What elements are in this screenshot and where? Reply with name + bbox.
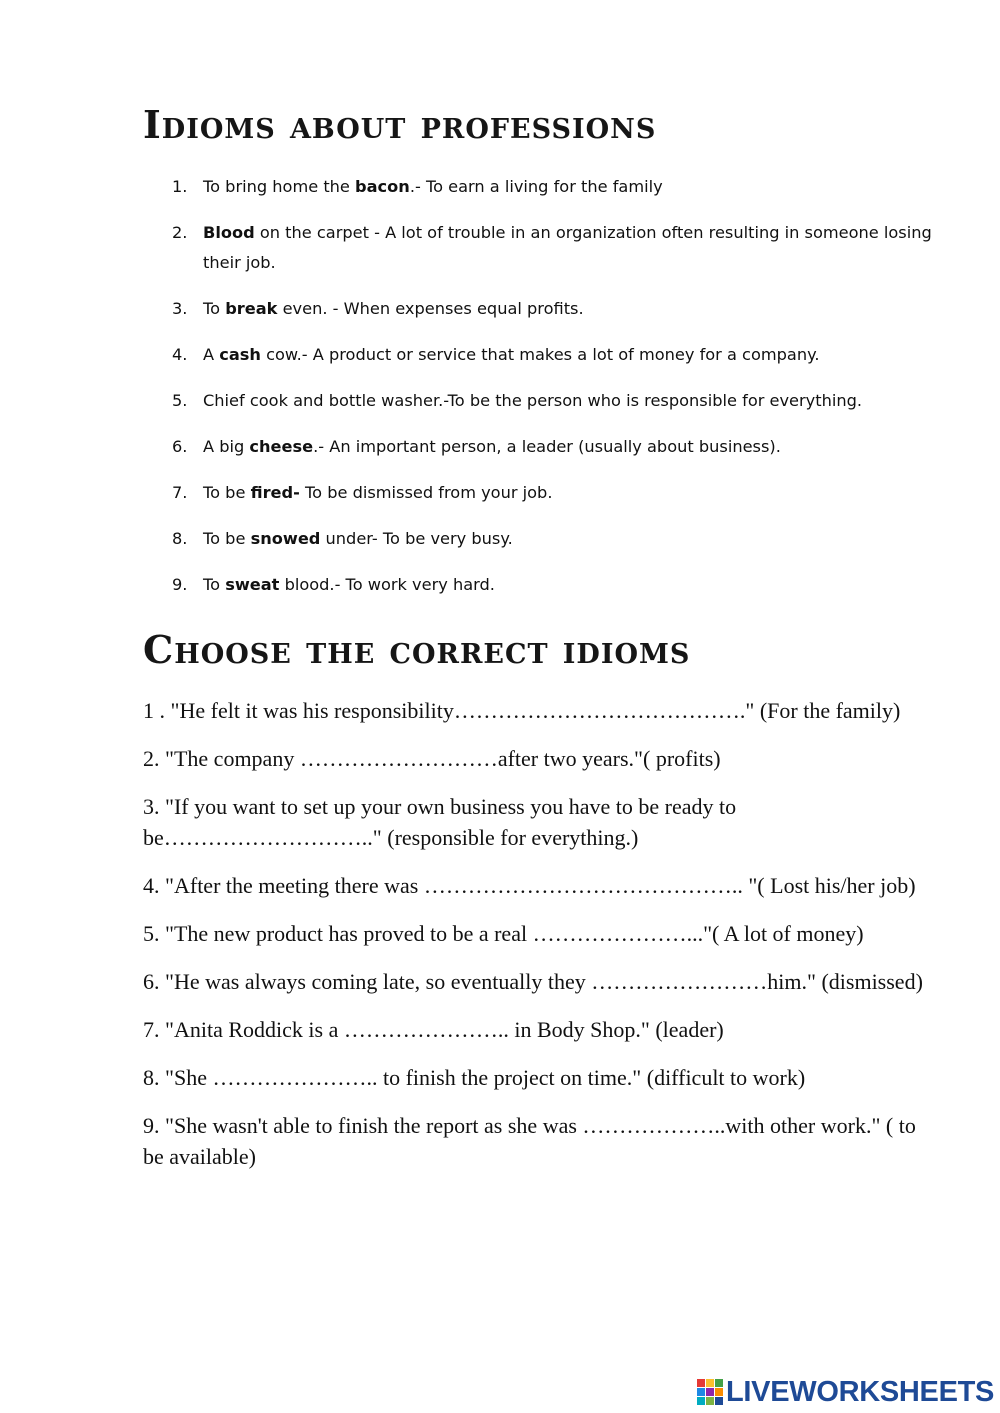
question-list <box>143 695 933 1189</box>
item-text: To be snowed under- To be very busy. <box>203 529 513 548</box>
liveworksheets-logo <box>697 1375 994 1409</box>
question-item: 4. "After the meeting there was …………………………………….. "( Lost his/her job) <box>143 873 916 898</box>
question-item: 5. "The new product has proved to be a real …………………..."( A lot of money) <box>143 921 864 946</box>
item-number: 5. <box>172 391 188 410</box>
question-item: 6. "He was always coming late, so eventually they ……………………him." (dismissed) <box>143 969 923 994</box>
section-title-idioms: Idioms about professions <box>143 102 657 147</box>
question-item: 8. "She ………………….. to finish the project on time." (difficult to work) <box>143 1065 806 1090</box>
question-item: 7. "Anita Roddick is a ………………….. in Body Shop." (leader) <box>143 1017 724 1042</box>
item-number: 2. <box>172 223 188 242</box>
item-number: 6. <box>172 437 188 456</box>
item-text: A cash cow.- A product or service that makes a lot of money for a company. <box>203 345 820 364</box>
item-number: 3. <box>172 299 188 318</box>
list-item <box>172 432 932 462</box>
item-text: To break even. - When expenses equal profits. <box>203 299 584 318</box>
item-number: 1. <box>172 177 188 196</box>
list-item <box>172 340 932 370</box>
item-number: 4. <box>172 345 188 364</box>
item-text: To sweat blood.- To work very hard. <box>203 575 495 594</box>
item-text: To be fired- To be dismissed from your job. <box>203 483 553 502</box>
list-item <box>172 524 932 554</box>
question-item: 2. "The company ………………………after two years."( profits) <box>143 746 721 771</box>
list-item <box>172 294 932 324</box>
item-text: Blood on the carpet - A lot of trouble in an organization often resulting in someone losing their job. <box>203 223 932 272</box>
item-text: A big cheese.- An important person, a leader (usually about business). <box>203 437 781 456</box>
question-item: 1 . "He felt it was his responsibility…………………………………." (For the family) <box>143 698 901 723</box>
item-number: 9. <box>172 575 188 594</box>
liveworksheets-logo-icon <box>697 1379 723 1405</box>
item-number: 8. <box>172 529 188 548</box>
question-item: 9. "She wasn't able to finish the report as she was ………………..with other work." ( to be available) <box>143 1113 916 1169</box>
question-item: 3. "If you want to set up your own business you have to be ready to be……………………….." (responsible for everything.) <box>143 794 737 850</box>
list-item <box>172 478 932 508</box>
section-title-choose: Choose the correct idioms <box>143 627 691 672</box>
logo-text: LIVEWORKSHEETS <box>726 1376 995 1408</box>
item-text: Chief cook and bottle washer.-To be the person who is responsible for everything. <box>203 391 863 410</box>
list-item <box>172 570 932 600</box>
list-item <box>172 218 932 278</box>
item-number: 7. <box>172 483 188 502</box>
list-item <box>172 172 932 202</box>
idiom-list <box>172 172 932 616</box>
item-text: To bring home the bacon.- To earn a living for the family <box>203 177 663 196</box>
list-item <box>172 386 932 416</box>
